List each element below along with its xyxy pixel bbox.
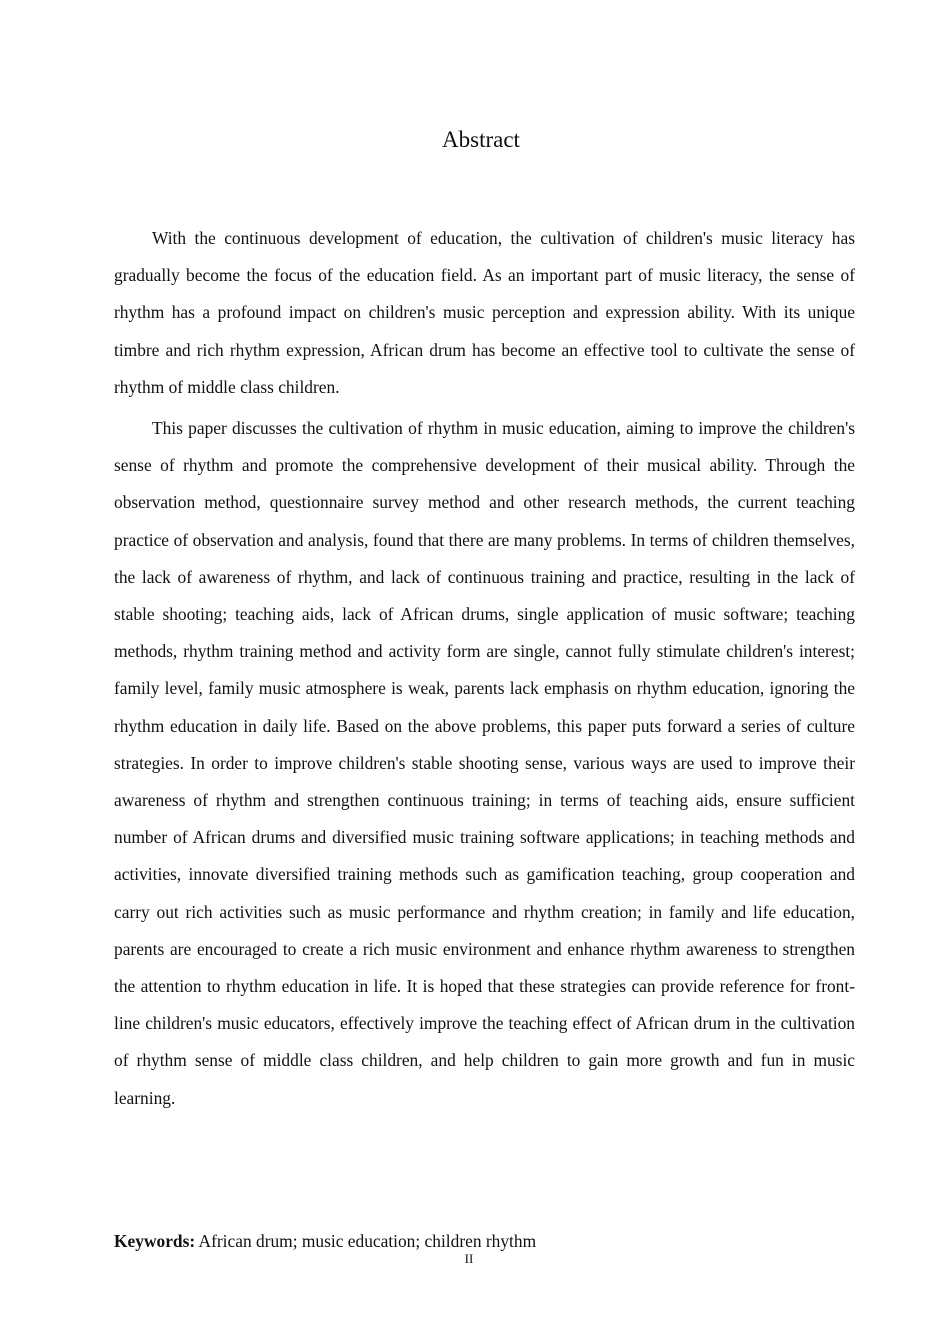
abstract-body <box>114 220 855 1117</box>
page-number: II <box>464 1251 474 1266</box>
keywords-value: African drum; music education; children rhythm <box>195 1231 537 1251</box>
abstract-paragraph-1: With the continuous development of education, the cultivation of children's music literacy has gradually become the focus of the education field. As an important part of music literacy, the sense of rhythm has a profound impact on children's music perception and expression ability. With its unique timbre and rich rhythm expression, African drum has become an effective tool to cultivate the sense of rhythm of middle class children. <box>114 228 855 397</box>
abstract-title: Abstract <box>442 127 520 152</box>
keywords-label: Keywords: <box>114 1231 196 1251</box>
abstract-paragraph-2: This paper discusses the cultivation of rhythm in music education, aiming to improve the children's sense of rhythm and promote the comprehensive development of their musical ability. Through the observation method, questionnaire survey method and other research methods, the current teaching practice of observation and analysis, found that there are many problems. In terms of children themselves, the lack of awareness of rhythm, and lack of continuous training and practice, resulting in the lack of stable shooting; teaching aids, lack of African drums, single application of music software; teaching methods, rhythm training method and activity form are single, cannot fully stimulate children's interest; family level, family music atmosphere is weak, parents lack emphasis on rhythm education, ignoring the rhythm education in daily life. Based on the above problems, this paper puts forward a series of culture strategies. In order to improve children's stable shooting sense, various ways are used to improve their awareness of rhythm and strengthen continuous training; in terms of teaching aids, ensure sufficient number of African drums and diversified music training software applications; in teaching methods and activities, innovate diversified training methods such as gamification teaching, group cooperation and carry out rich activities such as music performance and rhythm creation; in family and life education, parents are encouraged to create a rich music environment and enhance rhythm awareness to strengthen the attention to rhythm education in life. It is hoped that these strategies can provide reference for front-line children's music educators, effectively improve the teaching effect of African drum in the cultivation of rhythm sense of middle class children, and help children to gain more growth and fun in music learning. <box>114 418 855 1108</box>
